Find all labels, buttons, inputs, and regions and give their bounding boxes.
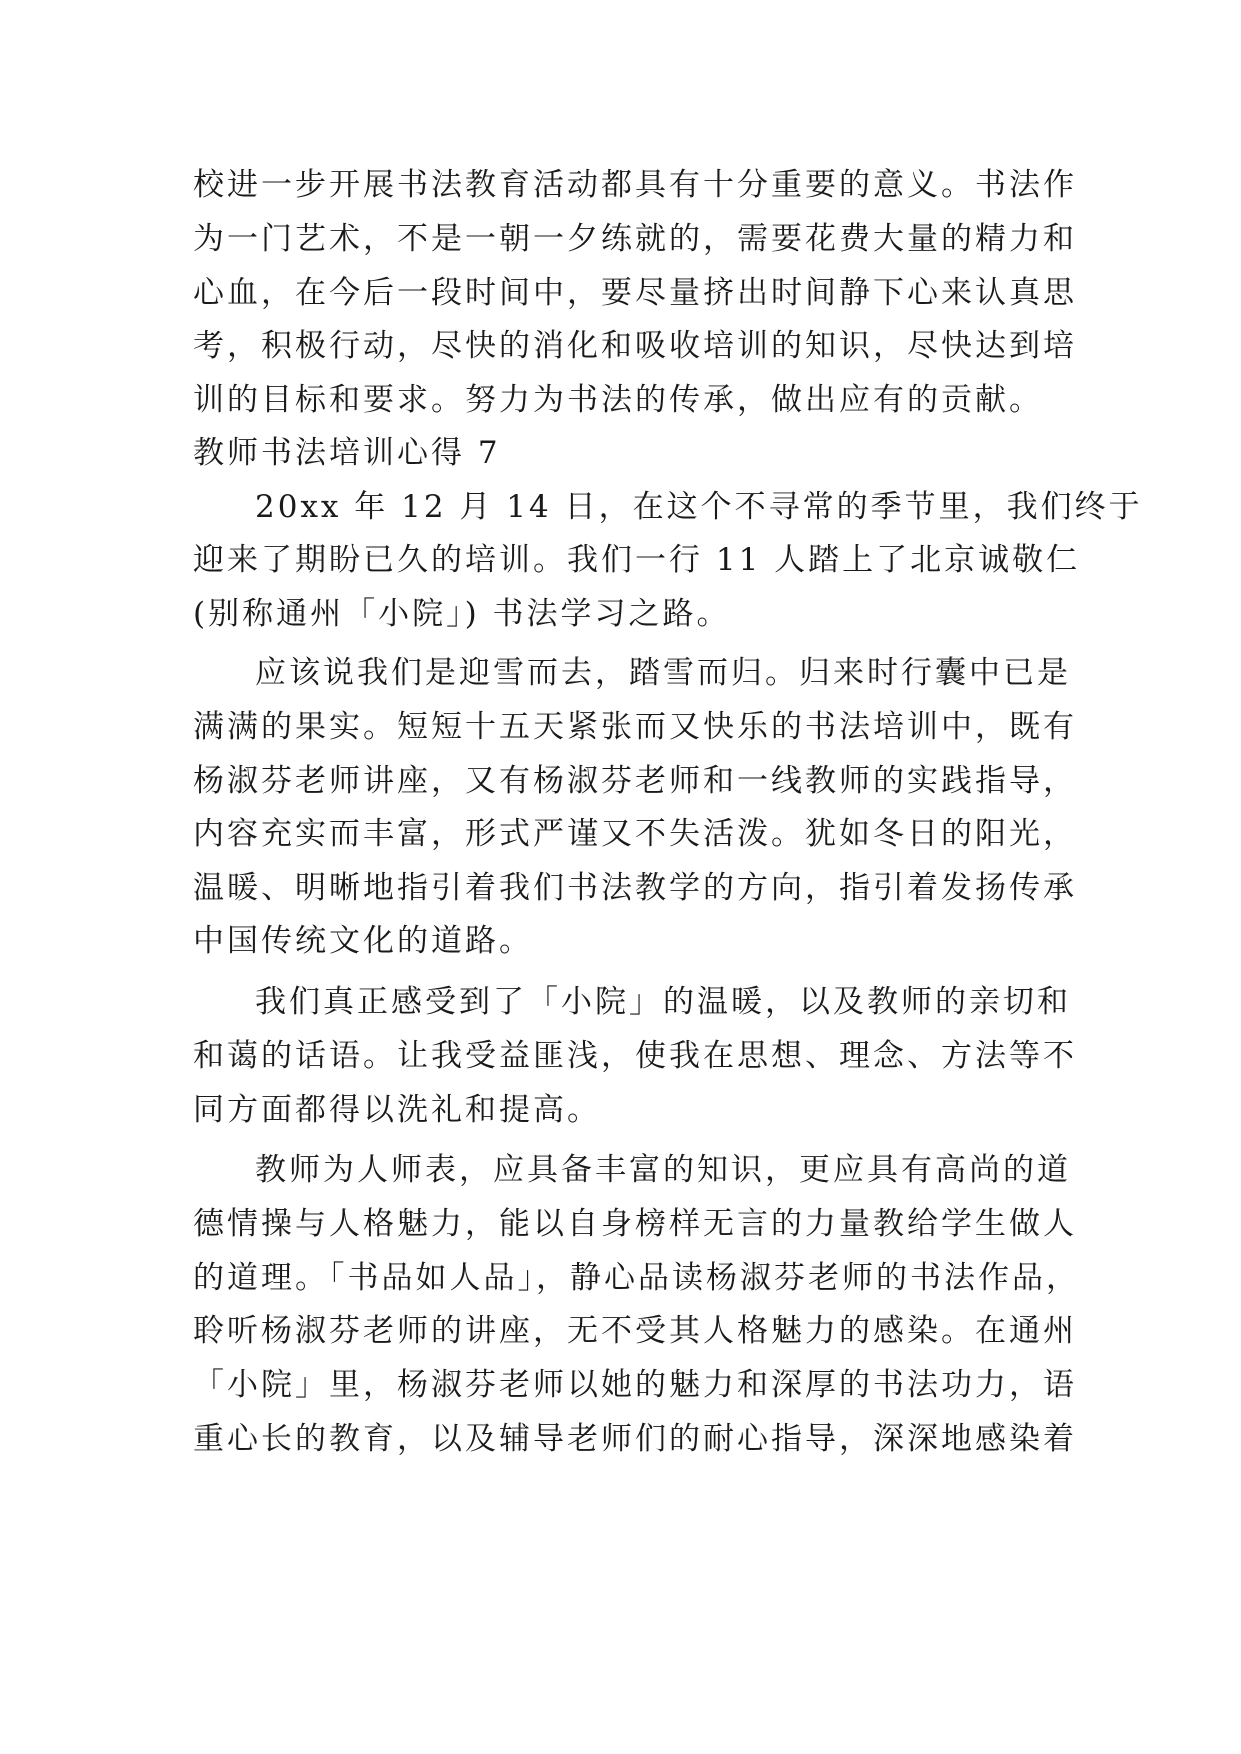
text-line: 应该说我们是迎雪而去，踏雪而归。归来时行囊中已是 <box>255 655 1071 691</box>
text-line: 德情操与人格魅力，能以自身榜样无言的力量教给学生做人 <box>193 1206 1077 1242</box>
text-line: 的道理。「书品如人品」，静心品读杨淑芬老师的书法作品， <box>193 1260 1080 1296</box>
text-line: 训的目标和要求。努力为书法的传承，做出应有的贡献。 <box>193 382 1043 418</box>
text-line: 杨淑芬老师讲座，又有杨淑芬老师和一线教师的实践指导， <box>193 763 1077 799</box>
text-line: 校进一步开展书法教育活动都具有十分重要的意义。书法作 <box>193 167 1077 203</box>
text-line: 教师为人师表，应具备丰富的知识，更应具有高尚的道 <box>255 1152 1071 1188</box>
document-page <box>193 0 1143 1754</box>
text-line: 「小院」里，杨淑芬老师以她的魅力和深厚的书法功力，语 <box>193 1367 1077 1403</box>
section-heading: 教师书法培训心得 7 <box>193 435 501 471</box>
text-line: 我们真正感受到了「小院」的温暖，以及教师的亲切和 <box>255 984 1071 1020</box>
text-line: 为一门艺术，不是一朝一夕练就的，需要花费大量的精力和 <box>193 221 1077 257</box>
text-line: 心血，在今后一段时间中，要尽量挤出时间静下心来认真思 <box>193 275 1077 311</box>
text-line: 和蔼的话语。让我受益匪浅，使我在思想、理念、方法等不 <box>193 1038 1077 1074</box>
text-line: 同方面都得以洗礼和提高。 <box>193 1092 601 1128</box>
text-line: 满满的果实。短短十五天紧张而又快乐的书法培训中，既有 <box>193 709 1077 745</box>
text-line: 温暖、明晰地指引着我们书法教学的方向，指引着发扬传承 <box>193 870 1077 906</box>
text-line: 迎来了期盼已久的培训。我们一行 11 人踏上了北京诚敬仁 <box>193 542 1081 578</box>
text-line: 考，积极行动，尽快的消化和吸收培训的知识，尽快达到培 <box>193 328 1077 364</box>
text-line: 聆听杨淑芬老师的讲座，无不受其人格魅力的感染。在通州 <box>193 1313 1077 1349</box>
text-line: 重心长的教育，以及辅导老师们的耐心指导，深深地感染着 <box>193 1421 1077 1457</box>
text-line: (别称通州「小院」) 书法学习之路。 <box>193 596 731 632</box>
text-line: 中国传统文化的道路。 <box>193 923 533 959</box>
text-line: 内容充实而丰富，形式严谨又不失活泼。犹如冬日的阳光， <box>193 816 1077 852</box>
text-line: 20xx 年 12 月 14 日，在这个不寻常的季节里，我们终于 <box>255 489 1143 525</box>
